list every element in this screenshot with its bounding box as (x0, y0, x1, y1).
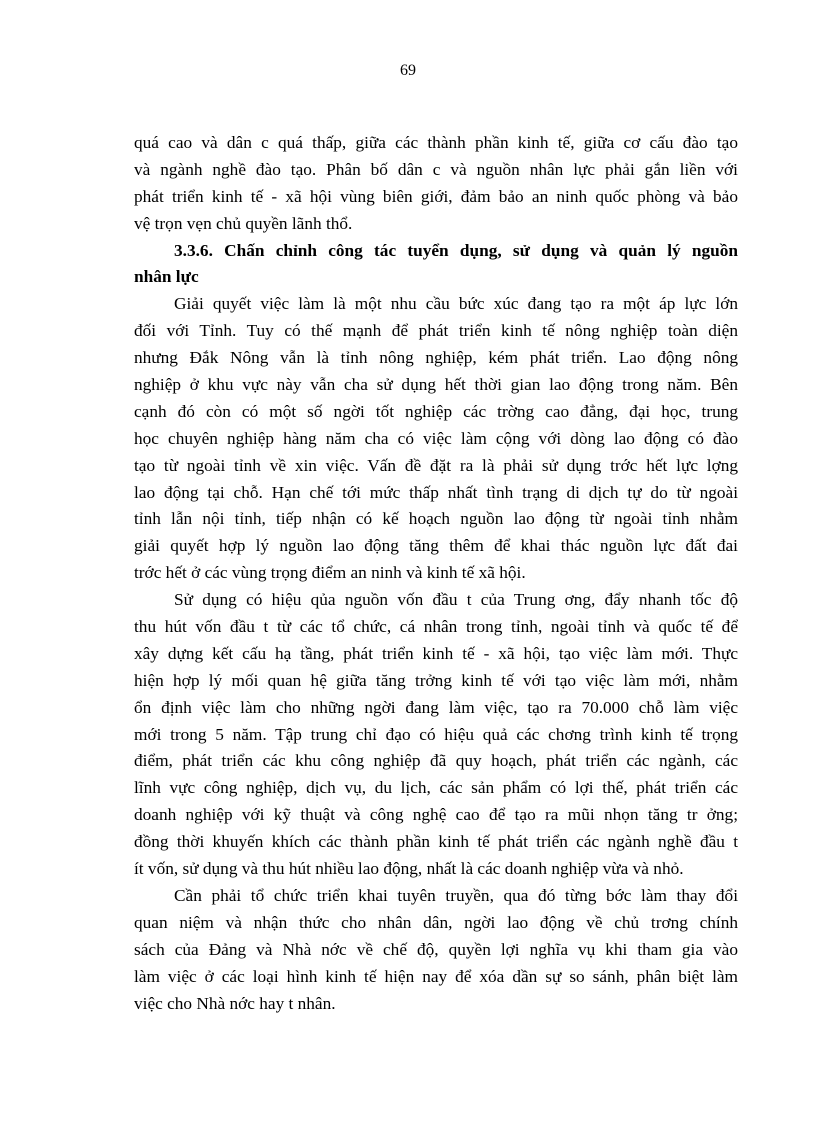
text-line: trớc hết ở các vùng trọng điểm an ninh và kinh tế xã hội. (134, 563, 526, 583)
text-line: mới trong 5 năm. Tập trung chỉ đạo có hiệu quả các chơng trình kinh tế trọng (134, 724, 738, 744)
paragraph-2 (134, 587, 738, 883)
paragraph-1 (134, 291, 738, 587)
text-line: học chuyên nghiệp hàng năm cha có việc làm cộng với dòng lao động có đào (134, 428, 738, 448)
text-line: đồng thời khuyến khích các thành phần kinh tế phát triển các ngành nghề đầu t (134, 832, 738, 852)
heading-line: nhân lực (134, 267, 199, 287)
text-line: cạnh đó còn có một số ngời tốt nghiệp các trờng cao đẳng, đại học, trung (134, 401, 738, 421)
text-line: lĩnh vực công nghiệp, dịch vụ, du lịch, các sản phẩm có lợi thế, phát triển các (134, 778, 738, 798)
text-line: quan niệm và nhận thức cho nhân dân, ngời lao động về chủ trơng chính (134, 912, 738, 932)
text-line: đối với Tỉnh. Tuy có thế mạnh để phát triển kinh tế nông nghiệp toàn diện (134, 321, 738, 341)
text-line: Cần phải tổ chức triển khai tuyên truyền, qua đó từng bớc làm thay đổi (174, 885, 738, 905)
text-line: vệ trọn vẹn chủ quyền lãnh thổ. (134, 213, 353, 233)
text-line: ít vốn, sử dụng và thu hút nhiều lao động, nhất là các doanh nghiệp vừa và nhỏ. (134, 859, 684, 879)
text-line: tỉnh lẫn nội tỉnh, tiếp nhận có kế hoạch nguồn lao động từ ngoài tỉnh nhằm (134, 509, 738, 529)
page-number: 69 (400, 62, 416, 79)
paragraph-3 (134, 883, 738, 1017)
text-line: phát triển kinh tế - xã hội vùng biên giới, đảm bảo an ninh quốc phòng và bảo (134, 186, 738, 206)
text-line: việc cho Nhà nớc hay t nhân. (134, 993, 336, 1013)
text-line: doanh nghiệp với kỹ thuật và công nghệ cao để tạo ra mũi nhọn tăng tr ởng; (134, 805, 738, 825)
text-line: lao động tại chỗ. Hạn chế tới mức thấp nhất tình trạng di dịch tự do từ ngoài (134, 482, 738, 502)
text-line: tạo từ ngoài tỉnh về xin việc. Vấn đề đặt ra là phải sử dụng trớc hết lực lợng (134, 455, 738, 475)
text-line: xây dựng kết cấu hạ tầng, phát triển kinh tế - xã hội, tạo việc làm mới. Thực (134, 643, 738, 663)
text-line: giải quyết hợp lý nguồn lao động tăng thêm để khai thác nguồn lực đất đai (134, 536, 738, 556)
text-line: sách của Đảng và Nhà nớc về chế độ, quyền lợi nghĩa vụ khi tham gia vào (134, 939, 738, 959)
text-line: nghiệp ở khu vực này vẫn cha sử dụng hết thời gian lao động trong năm. Bên (134, 375, 738, 395)
text-line: quá cao và dân c quá thấp, giữa các thành phần kinh tế, giữa cơ cấu đào tạo (134, 133, 738, 152)
text-line: nhưng Đắk Nông vẫn là tỉnh nông nghiệp, kém phát triển. Lao động nông (134, 348, 738, 368)
intro-paragraph (134, 130, 738, 238)
text-line: ổn định việc làm cho những ngời đang làm việc, tạo ra 70.000 chỗ làm việc (134, 697, 738, 717)
text-line: thu hút vốn đầu t từ các tổ chức, cá nhân trong tỉnh, ngoài tỉnh và quốc tế để (134, 617, 738, 637)
text-line: hiện hợp lý mối quan hệ giữa tăng trởng kinh tế với tạo việc làm mới, nhằm (134, 670, 738, 690)
section-heading (134, 238, 738, 292)
text-line: Giải quyết việc làm là một nhu cầu bức xúc đang tạo ra một áp lực lớn (174, 294, 738, 314)
text-line: làm việc ở các loại hình kinh tế hiện nay để xóa dần sự so sánh, phân biệt làm (134, 966, 738, 986)
document-body (134, 130, 738, 1017)
heading-line: 3.3.6. Chấn chỉnh công tác tuyển dụng, sử dụng và quản lý nguồn (174, 240, 738, 260)
text-line: điểm, phát triển các khu công nghiệp đã quy hoạch, phát triển các ngành, các (134, 751, 738, 771)
text-line: và ngành nghề đào tạo. Phân bố dân c và nguồn nhân lực phải gắn liền với (134, 159, 738, 179)
text-line: Sử dụng có hiệu qủa nguồn vốn đầu t của Trung ơng, đẩy nhanh tốc độ (174, 590, 738, 610)
